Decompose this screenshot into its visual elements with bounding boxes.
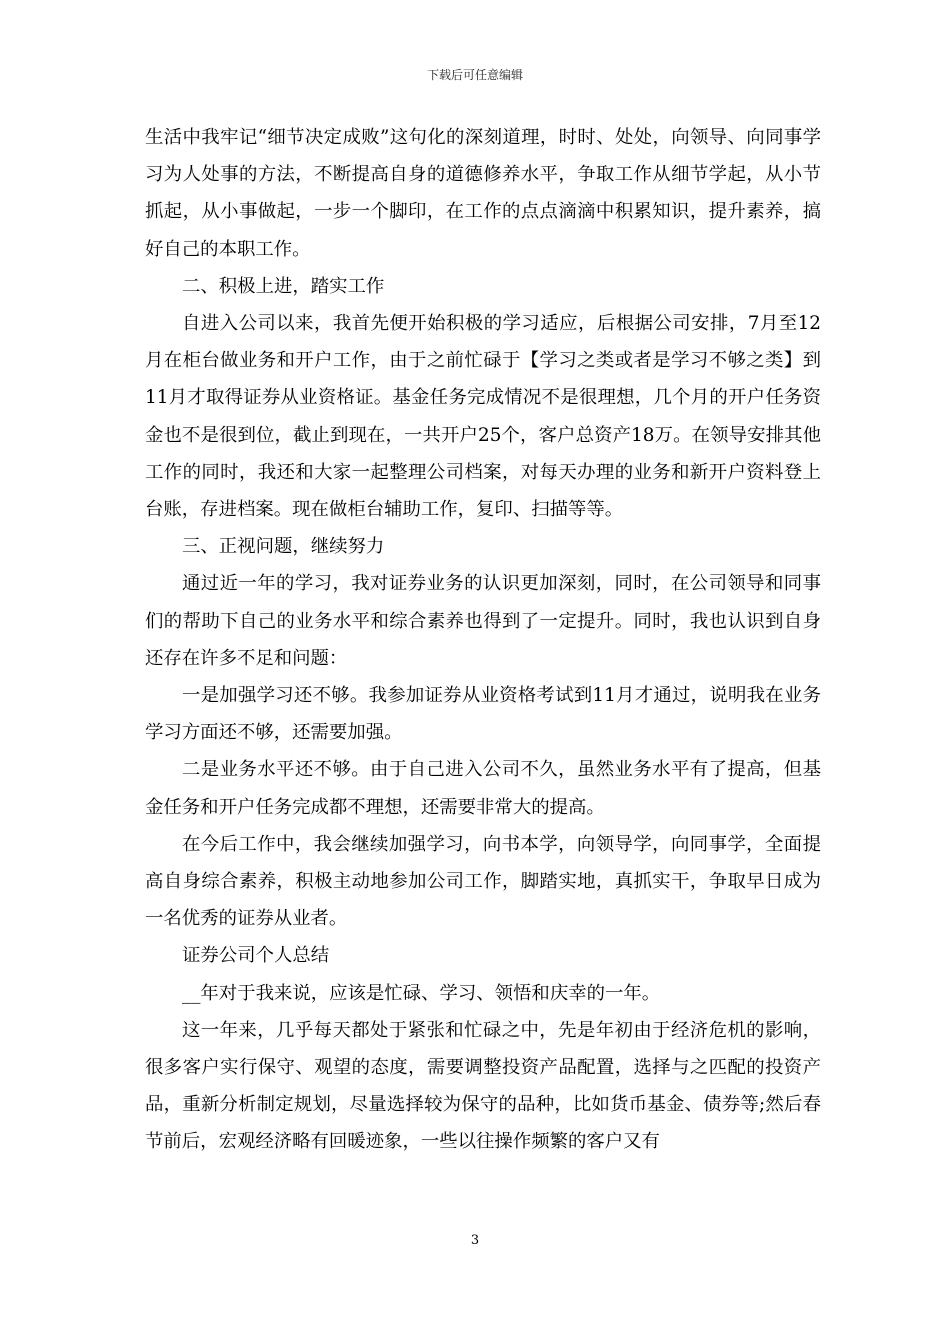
page-number: 3 xyxy=(470,1233,480,1248)
paragraph-continuation: 生活中我牢记“细节决定成败”这句化的深刻道理，时时、处处，向领导、向同事学习为人处事的方法，不断提高自身的道德修养水平，争取工作从细节学起，从小节抓起，从小事做起，一步一个脚印，在工作的点点滴滴中积累知识，提升素养，搞好自己的本职工作。 xyxy=(145,127,821,260)
paragraph: 这一年来，几乎每天都处于紧张和忙碌之中，先是年初由于经济危机的影响，很多客户实行保守、观望的态度，需要调整投资产品配置，选择与之匹配的投资产品，重新分析制定规划，尽量选择较为保守的品种，比如货币基金、债券等;然后春节前后，宏观经济略有回暖迹象，一些以往操作频繁的客户又有 xyxy=(145,1019,821,1153)
document-title: 证券公司个人总结 xyxy=(182,945,330,967)
paragraph: 一是加强学习还不够。我参加证券从业资格考试到11月才通过，说明我在业务学习方面还不够，还需要加强。 xyxy=(145,685,821,744)
section-heading-2: 二、积极上进，踏实工作 xyxy=(182,275,385,297)
paragraph: 二是业务水平还不够。由于自己进入公司不久，虽然业务水平有了提高，但基金任务和开户任务完成都不理想，还需要非常大的提高。 xyxy=(145,759,821,818)
page-header: 下载后可任意编辑 xyxy=(426,68,523,82)
paragraph: 在今后工作中，我会继续加强学习，向书本学，向领导学，向同事学，全面提高自身综合素养，积极主动地参加公司工作，脚踏实地，真抓实干，争取早日成为一名优秀的证券从业者。 xyxy=(145,833,821,930)
paragraph: __年对于我来说，应该是忙碌、学习、领悟和庆幸的一年。 xyxy=(182,982,661,1004)
document-body xyxy=(145,119,821,1161)
section-heading-3: 三、正视问题，继续努力 xyxy=(182,536,385,558)
paragraph: 自进入公司以来，我首先便开始积极的学习适应，后根据公司安排，7月至12月在柜台做业务和开户工作，由于之前忙碌于【学习之类或者是学习不够之类】到11月才取得证券从业资格证。基金任务完成情况不是很理想，几个月的开户任务资金也不是很到位，截止到现在，一共开户25个，客户总资产18万。在领导安排其他工作的同时，我还和大家一起整理公司档案，对每天办理的业务和新开户资料登上台账，存进档案。现在做柜台辅助工作，复印、扫描等等。 xyxy=(145,313,821,521)
paragraph: 通过近一年的学习，我对证券业务的认识更加深刻，同时，在公司领导和同事们的帮助下自己的业务水平和综合素养也得到了一定提升。同时，我也认识到自身还存在许多不足和问题： xyxy=(145,573,821,669)
